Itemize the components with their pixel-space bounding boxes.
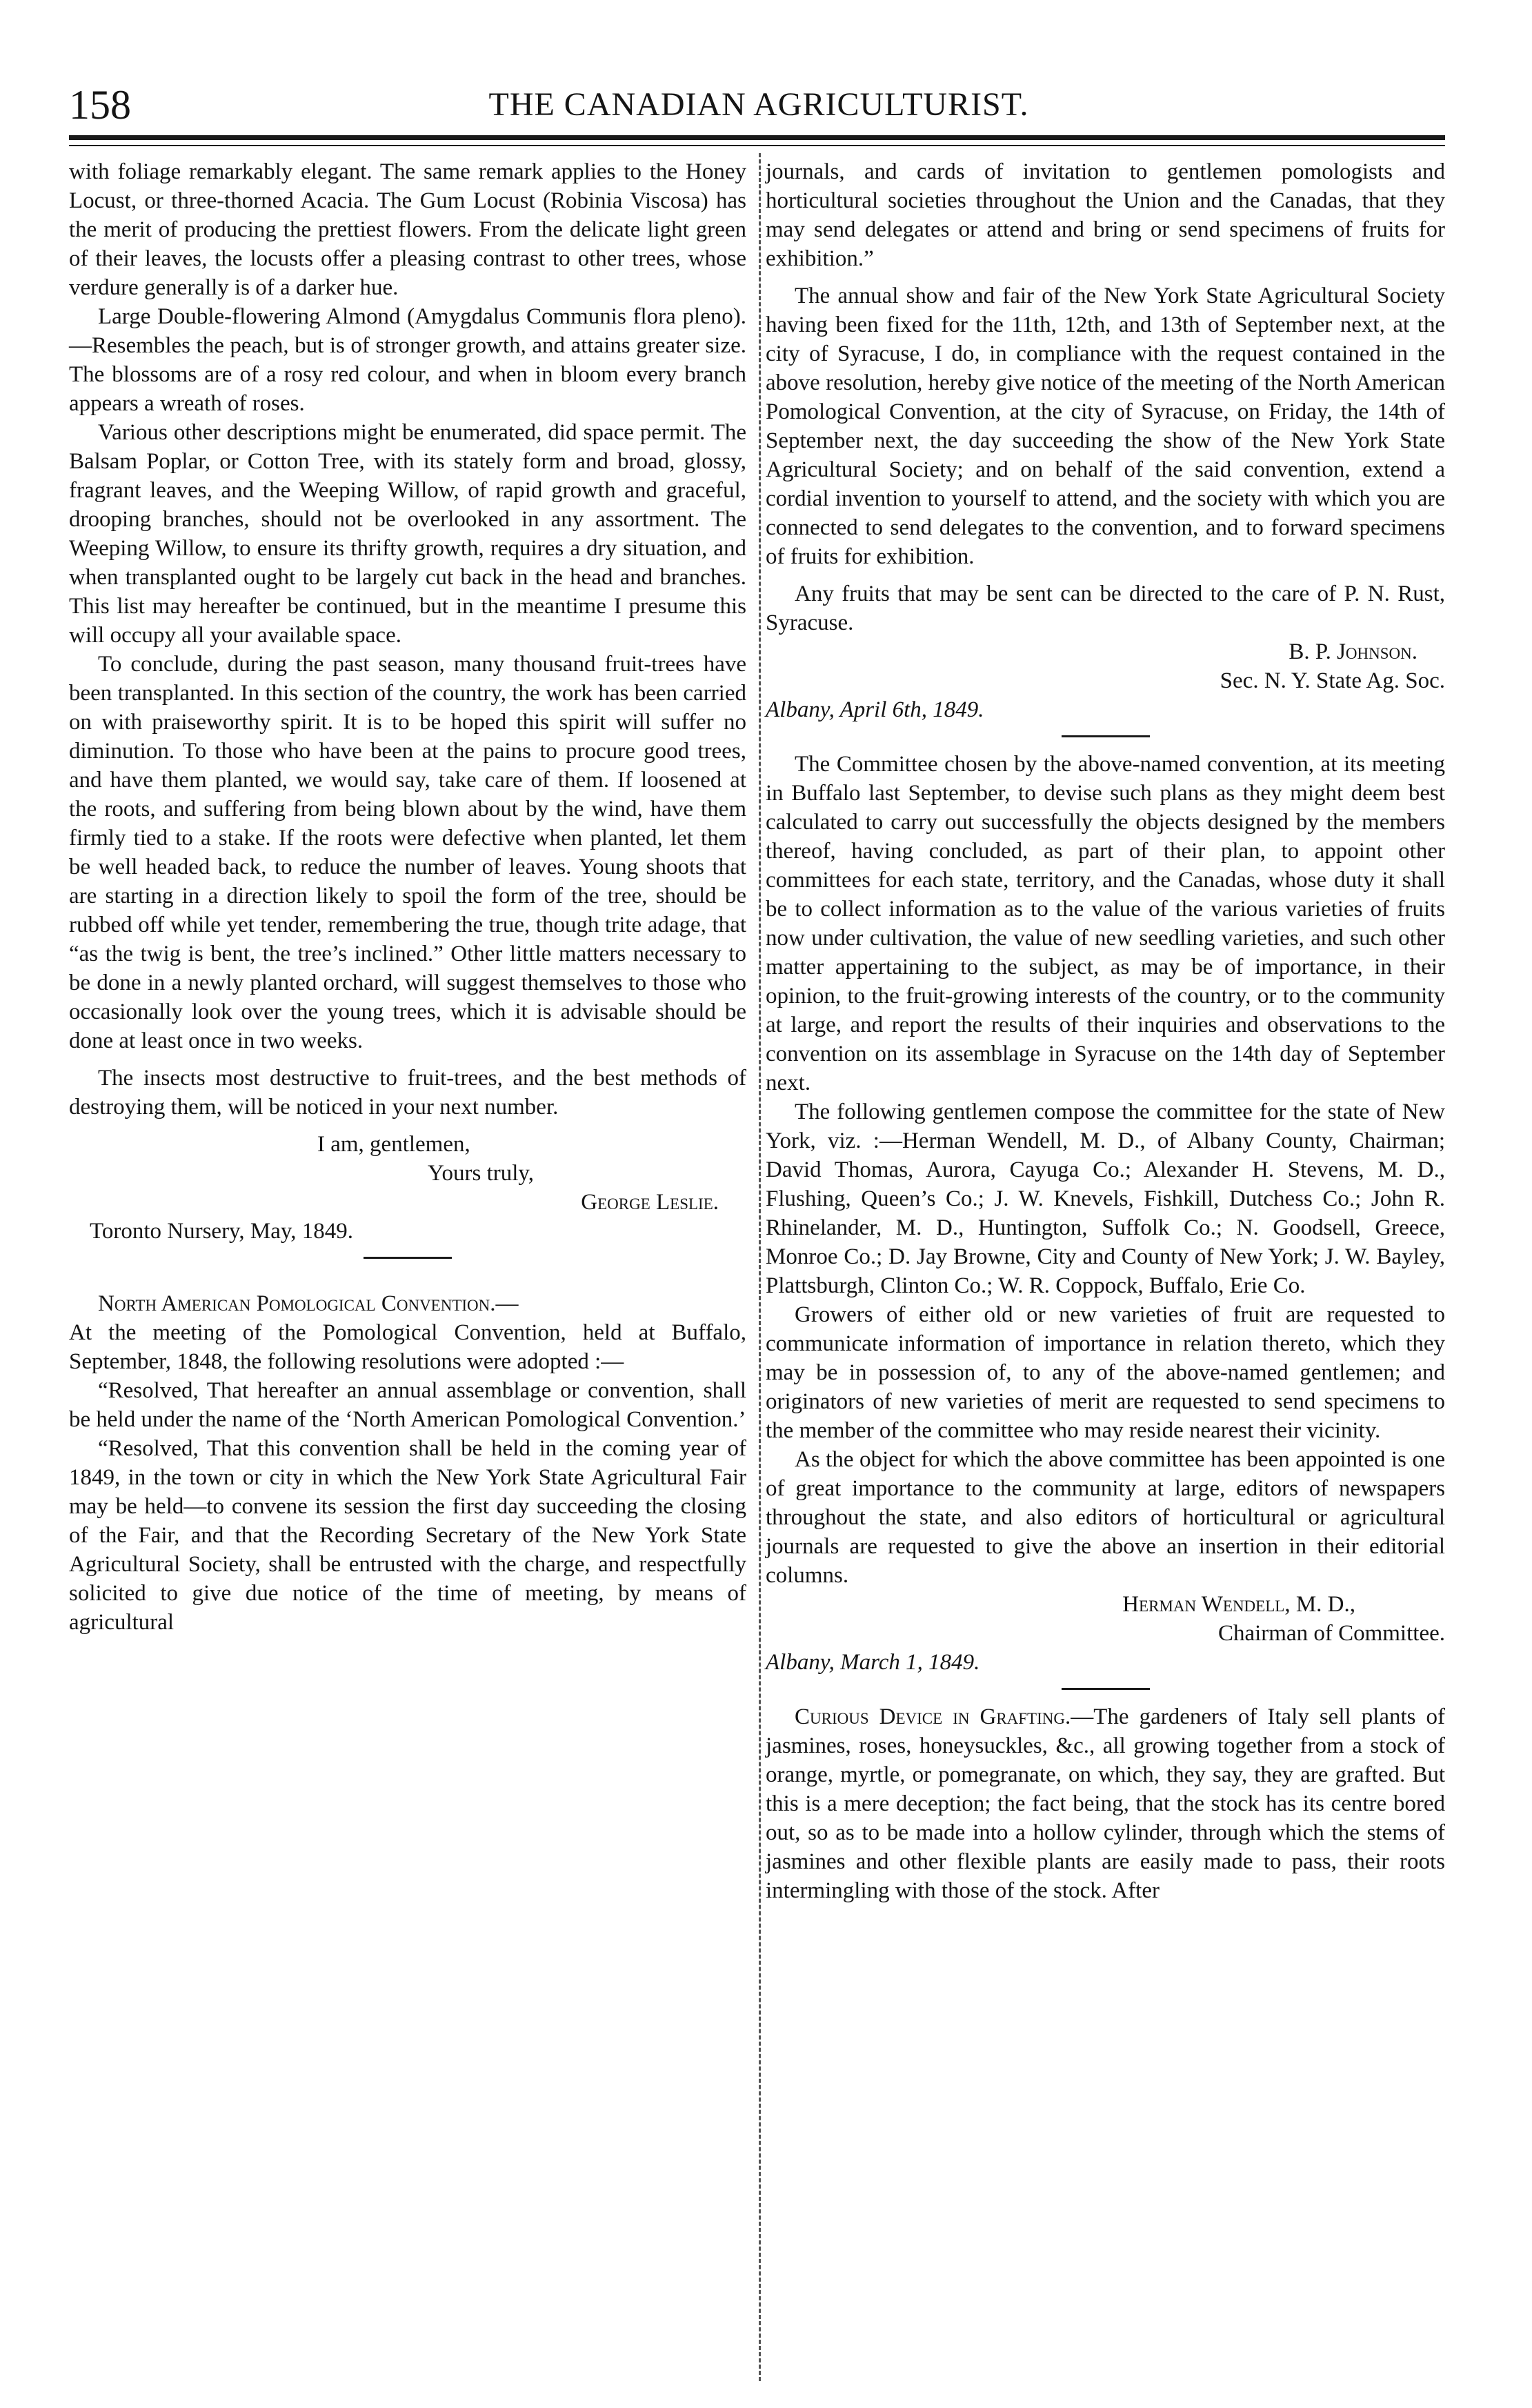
right-column (766, 157, 1445, 1905)
right-paragraph-members: The following gentlemen compose the committee for the state of New York, viz. :—Herman Wendell, M. D., of Albany County, Chairman; David Thomas, Aurora, Cayuga Co.; Alexander H. Stevens, M. D., Flushing, Queen’s Co.; J. W. Knevels, Fishkill, Dutchess Co.; John R. Rhinelander, M. D., Huntington, Suffolk Co.; N. Goodsell, Greece, Monroe Co.; D. Jay Browne, City and County of New York; J. W. Bayley, Plattsburgh, Clinton Co.; W. R. Coppock, Buffalo, Erie Co. (766, 1099, 1445, 1298)
left-paragraph-almond: Large Double-flowering Almond (Amygdalus Communis flora pleno).—Resembles the peach, but is of stronger growth, and attains greater size. The blossoms are of a rosy red colour, and when in bloom every branch appears a wreath of roses. (69, 304, 746, 416)
right-paragraph-editors: As the object for which the above committee has been appointed is one of great importance to the community at large, editors of newspapers throughout the state, and also editors of horticultural or agricultural journals are requested to give the above an insertion in their editorial columns. (766, 1447, 1445, 1588)
signature-leslie: George Leslie. (581, 1190, 719, 1215)
left-paragraph-1: with foliage remarkably elegant. The same remark applies to the Honey Locust, or three-thorned Acacia. The Gum Locust (Robinia Viscosa) has the merit of producing the prettiest flowers. From the delicate light green of their leaves, the locusts offer a pleasing contrast to other trees, whose verdure generally is of a darker hue. (69, 159, 746, 300)
signature-johnson: B. P. Johnson. (1289, 639, 1417, 664)
dateline-albany-march: Albany, March 1, 1849. (766, 1650, 980, 1675)
column-divider (759, 153, 761, 2381)
grafting-heading: Curious Device in Grafting.— (795, 1704, 1094, 1729)
section-rule-left (364, 1257, 452, 1259)
signature-wendell-title: Chairman of Committee. (1217, 1621, 1445, 1646)
npc-heading: North American Pomological Convention.— (98, 1291, 519, 1316)
journal-title: THE CANADIAN AGRICULTURIST. (488, 86, 1029, 123)
grafting-text: The gardeners of Italy sell plants of jasmines, roses, honeysuckles, &c., all growing together from a stock of orange, myrtle, or pomegranate, on which, they say, they are grafted. But this is a mere deception; the fact being, that the stock has its centre bored out, so as to be made into a hollow cylinder, through which the stems of jasmines and other flexible plants are easily made to pass, their roots intermingling with those of the stock. After (766, 1704, 1446, 1903)
right-paragraph-committee: The Committee chosen by the above-named convention, at its meeting in Buffalo last September, to devise such plans as they might deem best calculated to carry out successfully the objects designed by the members thereof, having concluded, as part of their plan, to appoint other committees for each state, territory, and the Canadas, whose duty it shall be to collect information as to the value of the various varieties of fruits now under cultivation, the value of new seedling varieties, and such other matter appertaining to the subject, as may be of importance, in their opinion, to the fruit-growing interests of the country, or to the community at large, and report the results of their inquiries and observations to the convention on its assemblage in Syracuse on the 14th day of September next. (766, 752, 1445, 1095)
resolution-2: “Resolved, That this convention shall be held in the coming year of 1849, in the town or city in which the New York State Agricultural Fair may be held—to convene its session the first day succeeding the closing of the Fair, and that the Recording Secretary of the New York State Agricultural Society, shall be entrusted with the charge, and respectfully solicited to give due notice of the time of meeting, by means of agricultural (69, 1436, 746, 1635)
signature-wendell: Herman Wendell, M. D., (1122, 1592, 1355, 1617)
header-rule-thin (69, 145, 1445, 146)
right-paragraph-notice: The annual show and fair of the New York State Agricultural Society having been fixed for the 11th, 12th, and 13th of September next, at the city of Syracuse, I do, in compliance with the request contained in the above resolution, hereby give notice of the meeting of the North American Pomological Convention, at the city of Syracuse, on Friday, the 14th of September next, the day succeeding the show of the New York State Agricultural Society; and on behalf of the said convention, extend a cordial invention to yourself to attend, and the society with which you are connected to send delegates to the convention, and to forward specimens of fruits for exhibition. (766, 283, 1445, 569)
resolution-1: “Resolved, That hereafter an annual assemblage or convention, shall be held under the name of the ‘North American Pomological Convention.’ (69, 1378, 746, 1432)
dateline-albany-april: Albany, April 6th, 1849. (766, 697, 984, 722)
section-grafting (766, 1702, 1445, 1905)
left-paragraph-insects: The insects most destructive to fruit-trees, and the best methods of destroying them, will be noticed in your next number. (69, 1066, 746, 1120)
right-paragraph-fruits: Any fruits that may be sent can be directed to the care of P. N. Rust, Syracuse. (766, 581, 1445, 635)
left-column (69, 157, 746, 1637)
section-npc (69, 1289, 746, 1318)
closing-salutation: I am, gentlemen, (317, 1132, 470, 1157)
left-paragraph-conclusion: To conclude, during the past season, many thousand fruit-trees have been transplanted. In this section of the country, the work has been carried on with praiseworthy spirit. It is to be hoped this spirit will suffer no diminution. To those who have been at the pains to procure good trees, and have them planted, we would say, take care of them. If loosened at the roots, and suffering from being blown about by the wind, have them firmly tied to a stake. If the roots were defective when planted, let them be well headed back, to reduce the number of leaves. Young shoots that are starting in a direction likely to spoil the form of the tree, should be rubbed off while yet tender, remembering the true, though trite adage, that “as the twig is bent, the tree’s inclined.” Other little matters necessary to be done in a newly planted orchard, will suggest themselves to those who occasionally look over the young trees, which it is advisable should be done at least once in two weeks. (69, 652, 746, 1053)
right-paragraph-growers: Growers of either old or new varieties of fruit are requested to communicate information of importance in relation thereto, which they may be in possession of, to any of the above-named gentlemen; and originators of new varieties of merit are requested to send specimens to the member of the committee who may reside nearest their vicinity. (766, 1302, 1445, 1443)
section-rule-right-1 (1062, 735, 1150, 737)
signature-johnson-title: Sec. N. Y. State Ag. Soc. (1220, 668, 1445, 693)
left-paragraph-other-trees: Various other descriptions might be enumerated, did space permit. The Balsam Poplar, or Cotton Tree, with its stately form and broad, glossy, fragrant leaves, and the Weeping Willow, of rapid growth and graceful, drooping branches, should not be overlooked in any assortment. The Weeping Willow, to ensure its thrifty growth, requires a dry situation, and when transplanted ought to be largely cut back in the head and branches. This list may hereafter be continued, but in the meantime I presume this will occupy all your available space. (69, 420, 746, 648)
header-rule-thick (69, 135, 1445, 140)
page-number: 158 (69, 82, 131, 128)
dateline-toronto: Toronto Nursery, May, 1849. (90, 1219, 354, 1244)
right-paragraph-1: journals, and cards of invitation to gentlemen pomologists and horticultural societies throughout the Union and the Canadas, that they may send delegates or attend and bring or send specimens of fruits for exhibition.” (766, 159, 1445, 271)
running-head (69, 77, 1449, 132)
npc-intro: At the meeting of the Pomological Convention, held at Buffalo, September, 1848, the following resolutions were adopted :— (69, 1320, 746, 1374)
closing-yours: Yours truly, (428, 1161, 535, 1186)
section-rule-right-2 (1062, 1688, 1150, 1690)
